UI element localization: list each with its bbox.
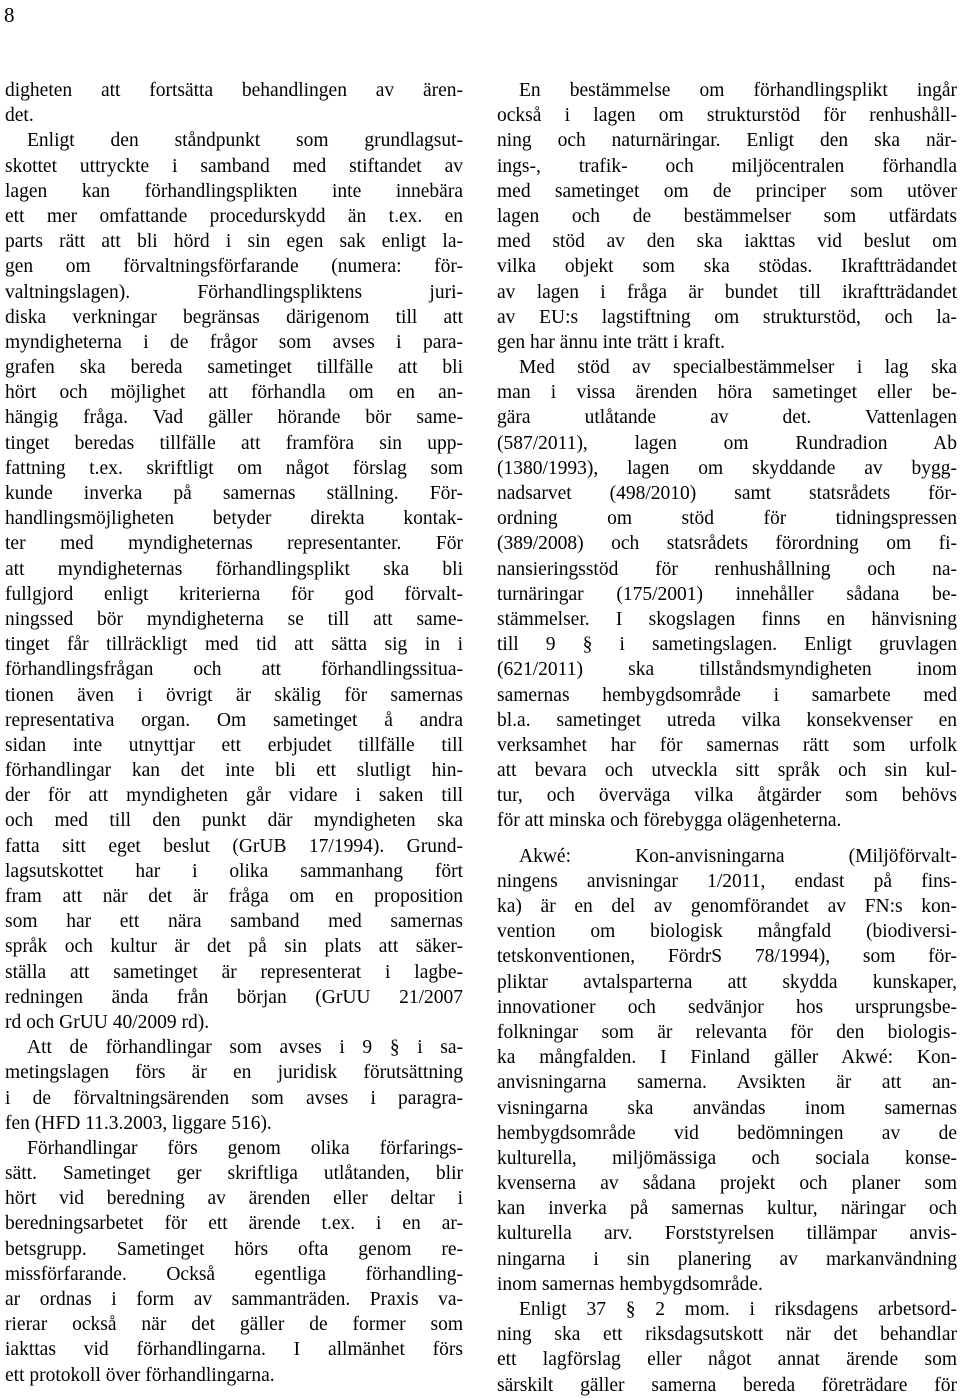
- text-line: metingslagen förs är en juridisk förutsättning: [5, 1062, 463, 1084]
- text-line: nadsarvet (498/2010) samt statsrådets för-: [497, 483, 957, 504]
- text-line: valtningslagen). Förhandlingspliktens juri-: [5, 281, 463, 303]
- text-line: (1380/1993), lagen om skyddande av bygg-: [497, 457, 957, 479]
- text-line: fram att när det är fråga om en proposition: [5, 886, 463, 907]
- text-line: digheten att fortsätta behandlingen av ären-: [5, 80, 463, 101]
- page-number: 8: [4, 3, 15, 27]
- text-line: anvisningarna samerna. Avsikten är att an-: [497, 1072, 957, 1094]
- text-line: handlingsmöjligheten betyder direkta kontak-: [5, 508, 463, 530]
- text-line: ett protokoll över förhandlingarna.: [5, 1364, 275, 1386]
- text-line: ning ska ett riksdagsutskott när det behandlar: [497, 1324, 957, 1346]
- text-line: kunde inverka på samernas ställning. För-: [5, 483, 463, 504]
- text-line: parts rätt att bli hörd i sin egen sak enligt la-: [5, 231, 463, 253]
- text-line: Att de förhandlingar som avses i 9 § i sa-: [27, 1037, 463, 1059]
- text-line: En bestämmelse om förhandlingsplikt ingår: [519, 80, 957, 101]
- text-line: Förhandlingar förs genom olika förfarings-: [27, 1137, 463, 1159]
- text-line: myndigheterna i de frågor som avses i para-: [5, 331, 463, 353]
- text-line: rd och GrUU 40/2009 rd).: [5, 1011, 210, 1033]
- text-line: inom samernas hembygdsområde.: [497, 1273, 763, 1295]
- text-line: samernas hembygdsområde i samarbete med: [497, 684, 957, 706]
- text-line: språk och kultur är det på sin plats att säker-: [5, 936, 463, 958]
- text-line: i de förvaltningsärenden som avses i paragra-: [5, 1087, 463, 1109]
- text-line: ordning om stöd för tidningspressen: [497, 508, 957, 530]
- text-line: missförfarande. Också egentliga förhandling-: [5, 1263, 463, 1285]
- text-line: fatta sitt eget beslut (GrUB 17/1994). Grund-: [5, 835, 463, 857]
- text-line: sätt. Sametinget ger skriftliga utlåtanden, blir: [5, 1163, 463, 1185]
- text-line: Akwé: Kon-anvisningarna (Miljöförvalt-: [519, 845, 957, 867]
- text-line: med sametinget om de principer som utöver: [497, 180, 957, 202]
- text-line: gen har ännu inte trätt i kraft.: [497, 331, 725, 353]
- text-line: ings-, trafik- och miljöcentralen förhandla: [497, 155, 957, 177]
- text-line: vention om biologisk mångfald (biodiversi-: [497, 921, 957, 943]
- text-line: stämmelser. I skogslagen finns en hänvisning: [497, 608, 957, 630]
- text-line: tinget får tillräckligt med tid att sätta sig in i: [5, 634, 463, 656]
- text-line: der för att myndigheten går vidare i saken till: [5, 785, 463, 807]
- text-line: särskilt gäller samerna bereda företrädare för: [497, 1374, 957, 1396]
- text-line: fattning t.ex. skriftligt om något förslag som: [5, 457, 463, 479]
- text-line: (389/2008) och statsrådets förordning om fi-: [497, 533, 957, 555]
- text-line: kan inverka på samernas kultur, näringar och: [497, 1198, 957, 1220]
- text-line: ett lagförslag eller något annat ärende som: [497, 1349, 957, 1371]
- text-line: lagen kan förhandlingsplikten inte innebära: [5, 180, 463, 202]
- text-line: lagsutskottet har i olika sammanhang fört: [5, 860, 463, 882]
- text-line: för att minska och förebygga olägenheterna.: [497, 810, 842, 832]
- text-line: skottet uttryckte i samband med stiftandet av: [5, 155, 463, 177]
- text-line: vilka objekt som ska stödas. Ikraftträdandet: [497, 256, 957, 278]
- text-line: ningarna i sin planering av markanvändning: [497, 1248, 957, 1270]
- text-line: representativa organ. Om sametinget å andra: [5, 709, 463, 731]
- text-line: av lagen i fråga är bundet till ikraftträdandet: [497, 281, 957, 303]
- text-line: ett mer omfattande procedurskydd än t.ex. en: [5, 205, 463, 227]
- text-line: ar ordnas i form av sammanträden. Praxis va-: [5, 1289, 463, 1310]
- text-line: till 9 § i sametingslagen. Enligt gruvlagen: [497, 634, 957, 656]
- text-line: ka) är en del av genomförandet av FN:s kon-: [497, 896, 957, 917]
- text-line: fullgjord enligt kriterierna för god förvalt-: [5, 583, 463, 605]
- text-line: av EU:s lagstiftning om strukturstöd, och la-: [497, 306, 957, 328]
- paragraph-gap: [497, 834, 957, 844]
- text-line: att myndigheternas förhandlingsplikt ska bli: [5, 558, 463, 580]
- text-line: betsgrupp. Sametinget hörs ofta genom re-: [5, 1238, 463, 1260]
- text-line: nansieringsstöd för renhushållning och na-: [497, 558, 957, 580]
- text-line: kulturella arv. Forststyrelsen tillämpar anvis-: [497, 1223, 957, 1245]
- text-line: grafen ska bereda sametinget tillfälle att bli: [5, 357, 463, 379]
- text-line: och med till den punkt där myndigheten ska: [5, 810, 463, 832]
- text-line: kulturella, miljömässiga och sociala konse-: [497, 1147, 957, 1169]
- text-line: ningens anvisningar 1/2011, endast på fins-: [497, 870, 957, 892]
- text-line: (587/2011), lagen om Rundradion Ab: [497, 432, 957, 454]
- text-line: pliktar avtalsparterna att skydda kunskaper,: [497, 971, 957, 993]
- text-line: tetskonventionen, FördrS 78/1994), som för-: [497, 946, 957, 968]
- text-line: sidan inte utnyttjar ett erbjudet tillfälle till: [5, 734, 463, 756]
- text-line: ter med myndigheternas representanter. För: [5, 533, 463, 555]
- text-line: att bevara och utveckla sitt språk och sin kul-: [497, 760, 957, 782]
- text-line: redningen ända från början (GrUU 21/2007: [5, 986, 463, 1008]
- text-line: fen (HFD 11.3.2003, liggare 516).: [5, 1112, 272, 1134]
- text-line: gen om förvaltningsförfarande (numera: för-: [5, 256, 463, 278]
- text-line: innovationer och sedvänjor hos ursprungsbe-: [497, 996, 957, 1018]
- text-line: tionen även i övrigt är skälig för samernas: [5, 684, 463, 706]
- text-line: hembygdsområde vid bedömningen av de: [497, 1122, 957, 1144]
- text-line: man i vissa ärenden höra sametinget eller be-: [497, 382, 957, 404]
- text-line: diska verkningar begränsas därigenom till att: [5, 306, 463, 328]
- text-line: (621/2011) ska tillståndsmyndigheten inom: [497, 659, 957, 681]
- text-line: lagen och de bestämmelser som utfärdats: [497, 205, 957, 227]
- text-line: tur, och överväga vilka åtgärder som behövs: [497, 785, 957, 807]
- text-line: bl.a. sametinget utreda vilka konsekvenser en: [497, 709, 957, 731]
- text-line: ställa att sametinget är representerat i lagbe-: [5, 961, 463, 983]
- left-column: [5, 78, 463, 1388]
- text-line: förhandlingsfrågan och att förhandlingssitua-: [5, 659, 463, 681]
- text-line: Enligt 37 § 2 mom. i riksdagens arbetsord-: [519, 1299, 957, 1320]
- text-line: turnäringar (175/2001) innehåller sådana be-: [497, 583, 957, 605]
- text-line: också i lagen om strukturstöd för renhushåll-: [497, 105, 957, 127]
- text-line: med stöd av den ska iakttas vid beslut om: [497, 231, 957, 253]
- text-line: verksamhet har för samernas rätt som urfolk: [497, 734, 957, 756]
- text-line: ning och naturnäringar. Enligt den ska när-: [497, 130, 957, 152]
- text-line: beredningsarbetet för ett ärende t.ex. i en ar-: [5, 1213, 463, 1235]
- text-line: gära utlåtande av det. Vattenlagen: [497, 407, 957, 429]
- text-line: visningarna ska användas inom samernas: [497, 1097, 957, 1119]
- text-line: som har ett nära samband med samernas: [5, 911, 463, 933]
- text-line: tinget beredas tillfälle att framföra sin upp-: [5, 432, 463, 454]
- text-line: Enligt den ståndpunkt som grundlagsut-: [27, 130, 463, 152]
- text-line: hört vid beredning av ärenden eller deltar i: [5, 1188, 463, 1210]
- text-line: ka mångfalden. I Finland gäller Akwé: Kon-: [497, 1047, 957, 1069]
- text-line: iakttas vid förhandlingarna. I allmänhet förs: [5, 1339, 463, 1361]
- right-column: [497, 78, 957, 1398]
- text-line: hört och möjlighet att förhandla om en an-: [5, 382, 463, 404]
- text-line: ningssed bör myndigheterna se till att same-: [5, 608, 463, 630]
- text-line: Med stöd av specialbestämmelser i lag ska: [519, 357, 957, 379]
- text-line: rierar också när det gäller de former som: [5, 1314, 463, 1336]
- text-line: det.: [5, 105, 34, 127]
- text-line: hängig fråga. Vad gäller hörande bör same-: [5, 407, 463, 429]
- text-line: folkningar som är relevanta för den biologis-: [497, 1021, 957, 1043]
- text-line: kvenserna av sådana projekt och planer som: [497, 1173, 957, 1195]
- text-line: förhandlingar kan det inte bli ett slutligt hin-: [5, 760, 463, 782]
